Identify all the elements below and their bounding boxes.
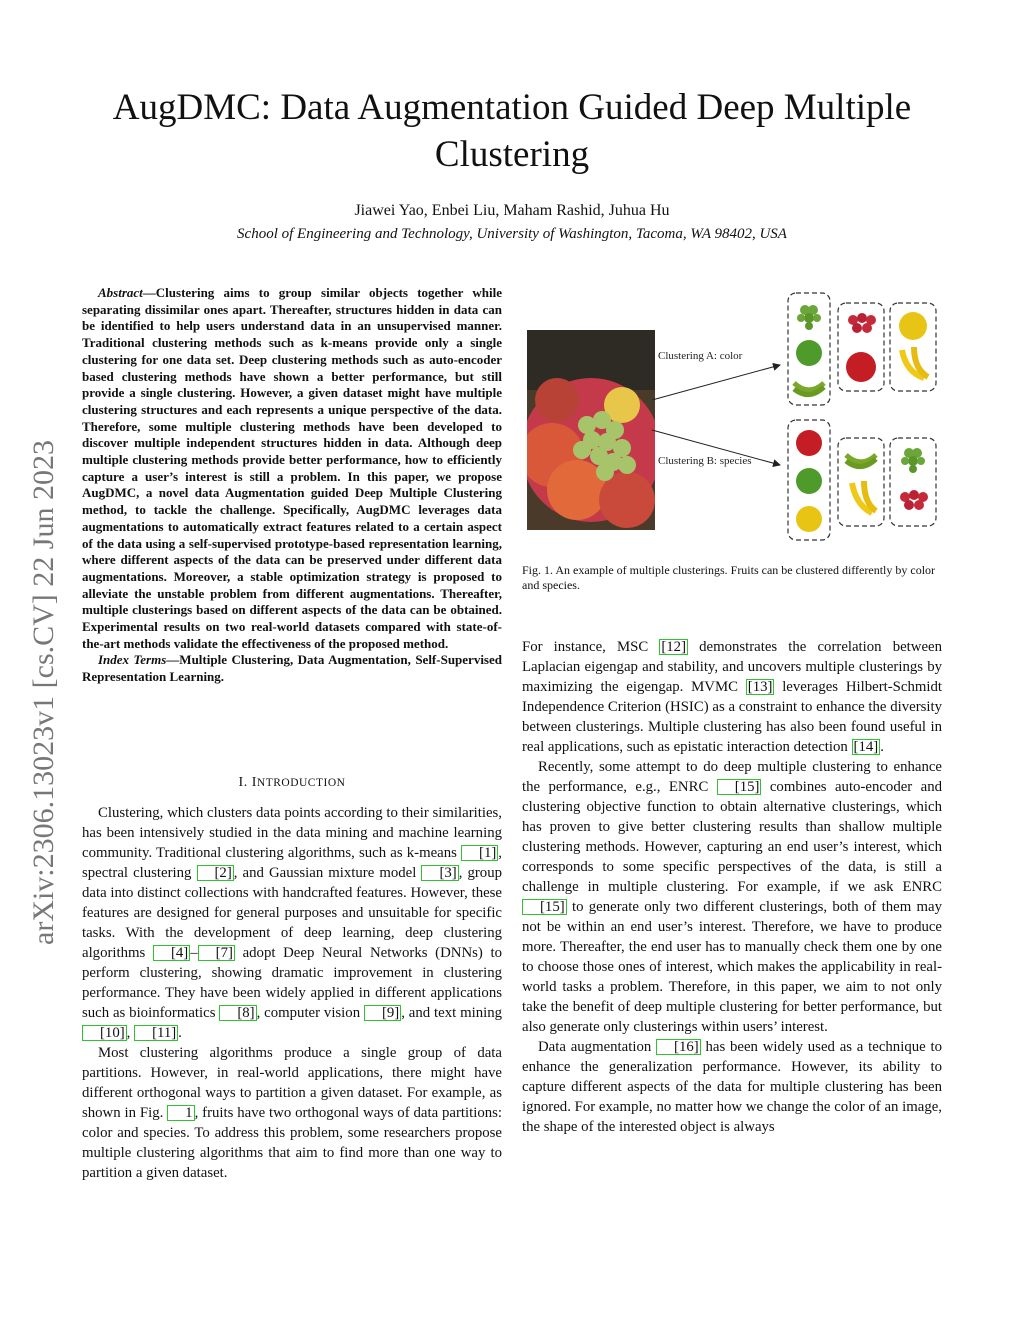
citation-link[interactable]: [15] <box>522 899 567 915</box>
paper-title: AugDMC: Data Augmentation Guided Deep Multiple Clustering <box>112 87 912 175</box>
figure-1 <box>522 285 942 550</box>
right-paragraph-1: For instance, MSC [12] demonstrates the correlation between Laplacian eigengap and stability, and uncovers multiple clusterings by maximizing the eigengap. MVMC [13] leverages Hilbert-Schmidt Independence Criterion (HSIC) as a constraint to enhance the diversity between clusterings. Multiple clustering has also been found useful in real applications, such as epistatic interaction detection [14] . <box>522 639 942 755</box>
yellow-banana-icon <box>902 347 928 378</box>
abstract-paragraph <box>82 285 502 652</box>
citation-link[interactable]: [9] <box>364 1005 401 1021</box>
red-grapes-icon <box>848 313 876 333</box>
intro-left-column <box>82 803 502 1183</box>
yellow-apple-icon <box>899 312 927 340</box>
intro-right-column <box>522 637 942 1137</box>
citation-link[interactable]: [12] <box>661 639 686 655</box>
green-grapes-icon <box>901 448 925 473</box>
citation-link[interactable]: [16] <box>656 1039 701 1055</box>
figure-caption: Fig. 1. An example of multiple clusterings. Fruits can be clustered differently by color and species. <box>522 563 936 592</box>
citation-link[interactable]: [3] <box>421 865 458 881</box>
green-apple-icon <box>796 468 822 494</box>
right-paragraph-3: Data augmentation [16] has been widely used as a technique to enhance the generalization performance. However, its ability to capture different aspects of the data for multiple clustering has been ignored. For example, no matter how we change the color of an image, the shape of the interested object is always <box>522 1039 942 1135</box>
arxiv-watermark: arXiv:2306.13023v1 [cs.CV] 22 Jun 2023 <box>27 440 60 945</box>
citation-link[interactable]: [14] <box>853 739 879 755</box>
clustering-b-label: Clustering B: species <box>658 455 752 467</box>
index-terms-label: Index Terms <box>98 652 167 668</box>
red-apple-icon <box>846 352 876 382</box>
arrow-a <box>652 365 780 400</box>
citation-link[interactable]: [4] <box>153 945 190 961</box>
section-rest: NTRODUCTION <box>256 777 346 789</box>
cluster-box <box>838 438 884 526</box>
intro-paragraph-1: Clustering, which clusters data points according to their similarities, has been intensively studied in the data mining and machine learning community. Traditional clustering algorithms, such as k-means [1] , spectral clustering [2] , and Gaussian mixture model [3] , group data into distinct collections with handcrafted features. However, these features are designed for general purposes and unsuitable for specific tasks. With the development of deep learning, deep clustering algorithms [4] – [7] adopt Deep Neural Networks (DNNs) to perform clustering, showing dramatic improvement in clustering performance. They have been widely applied in different applications such as bioinformatics [8] , computer vision [9] , and text mining [10] , [11] . <box>82 805 503 1041</box>
yellow-banana-icon <box>852 481 876 513</box>
arrow-b <box>652 430 780 465</box>
yellow-apple-icon <box>796 506 822 532</box>
affiliation: School of Engineering and Technology, University of Washington, Tacoma, WA 98402, USA <box>237 226 787 242</box>
green-banana-icon <box>846 455 876 467</box>
author-list: Jiawei Yao, Enbei Liu, Maham Rashid, Juhua Hu <box>354 202 670 219</box>
citation-link[interactable]: [7] <box>198 945 235 961</box>
citation-link[interactable]: [1] <box>461 845 498 861</box>
citation-link[interactable]: [2] <box>197 865 234 881</box>
citation-link[interactable]: [11] <box>134 1025 178 1041</box>
section-number: I. <box>238 775 248 790</box>
green-banana-icon <box>794 383 824 395</box>
abstract-label: Abstract <box>98 285 143 300</box>
abstract <box>82 285 502 686</box>
citation-link[interactable]: [10] <box>82 1025 127 1041</box>
section-heading <box>82 775 502 791</box>
green-apple-icon <box>796 340 822 366</box>
intro-paragraph-2: Most clustering algorithms produce a single group of data partitions. However, in real-world applications, there might have different orthogonal ways to partition a given dataset. For example, as shown in Fig. 1 , fruits have two orthogonal ways of data partitions: color and species. To address this problem, some researchers propose multiple clustering algorithms that aim to find more than one way to partition a given dataset. <box>82 1045 502 1181</box>
citation-link[interactable]: [13] <box>747 679 773 695</box>
clustering-diagram <box>522 285 942 550</box>
red-grapes-icon <box>900 490 928 510</box>
section-first-letter: I <box>251 775 257 790</box>
red-apple-icon <box>796 430 822 456</box>
right-paragraph-2: Recently, some attempt to do deep multiple clustering to enhance the performance, e.g., ENRC [15] combines auto-encoder and clustering objective function to obtain alternative clusterings, which has proven to give better clustering results than shallow multiple clustering methods. However, capturing an end user’s interest, which corresponds to some specific perspectives of the data, is still a challenge in multiple clustering. For example, if we ask ENRC [15] to generate only two different clusterings, both of them may not be within an end user’s interest. Therefore, we have to produce more. Thereafter, the end user has to manually check them one by one to choose those ones of interest, which makes the applicability in real-world tasks a problem. Therefore, in this paper, we aim to not only take the benefit of deep multiple clustering for better performance, but also generate only clusterings within users’ interest. <box>522 759 942 1035</box>
figure-link[interactable]: 1 <box>167 1105 194 1121</box>
clustering-a-label: Clustering A: color <box>658 350 743 362</box>
green-grapes-icon <box>797 305 821 330</box>
index-terms-text: —Multiple Clustering, Data Augmentation, Self-Supervised Representation Learning. <box>82 652 502 685</box>
abstract-text: —Clustering aims to group similar objects together while separating dissimilar ones apart. Thereafter, structures hidden in data can be identified to help users understand data in an unsupervised manner. Traditional clustering methods such as k-means provide only a single clustering for one data set. Deep clustering methods such as auto-encoder based clustering methods have shown a better performance, but still provide a single clustering. However, a given dataset might have multiple clustering structures and each represents a unique perspective of the data. Therefore, some multiple clustering methods have been developed to discover multiple independent structures hidden in data. Although deep multiple clustering methods provide better performance, how to efficiently capture a user’s interest is still a problem. In this paper, we propose AugDMC, a novel data Augmentation guided Deep Multiple Clustering method, to tackle the challenge. Specifically, AugDMC leverages data augmentations to automatically extract features related to a certain aspect of the data using a self-supervised prototype-based representation learning, where different aspects of the data can be preserved under different data augmentations. Moreover, a stable optimization strategy is proposed to alleviate the unstable problem from different augmentations. Thereafter, multiple clusterings based on different aspects of the data can be obtained. Experimental results on two real-world datasets compared with state-of-the-art methods validate the effectiveness of the proposed method. <box>82 285 502 651</box>
citation-link[interactable]: [8] <box>219 1005 256 1021</box>
citation-link[interactable]: [15] <box>717 779 762 795</box>
index-terms <box>82 652 502 685</box>
